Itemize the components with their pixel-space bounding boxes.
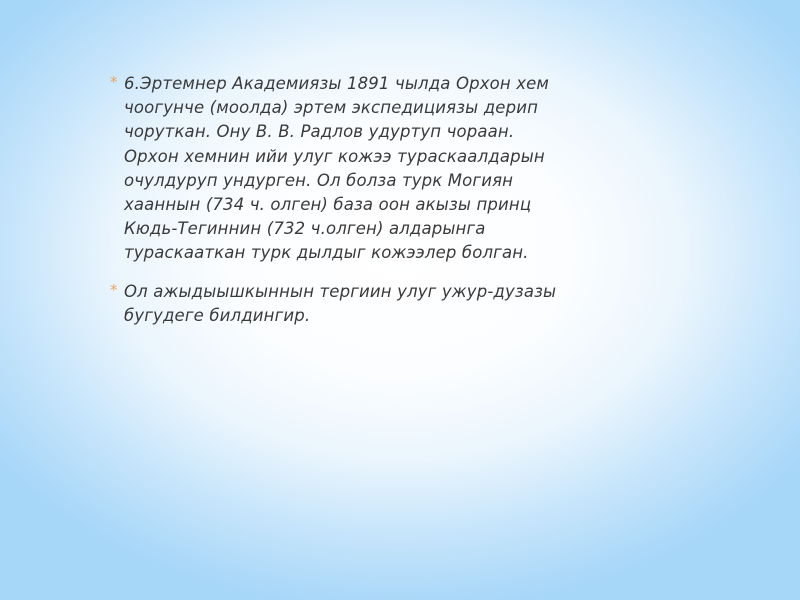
text-line: чоруткан. Ону В. В. Радлов удуртуп чораан.: [124, 122, 515, 142]
text-line: бугудеге билдингир.: [124, 305, 311, 325]
text-line: Ол ажыдыышкыннын тергиин улуг ужур-дузазы: [124, 281, 557, 301]
text-line: тураскааткан турк дылдыг кожээлер болган.: [124, 243, 529, 263]
text-line: чоогунче (моолда) эртем экспедициязы дерип: [124, 98, 539, 118]
bullet-marker-icon: *: [110, 280, 118, 299]
bullet-item: [110, 280, 650, 328]
text-line: Кюдь-Тегиннин (732 ч.олген) алдарынга: [124, 219, 486, 239]
bullet-list: [110, 72, 650, 342]
bullet-item: [110, 72, 650, 266]
text-line: хааннын (734 ч. олген) база оон акызы принц: [124, 195, 532, 215]
text-line: Орхон хемнин ийи улуг кожээ тураскаалдарын: [124, 146, 545, 166]
text-line: 6.Эртемнер Академиязы 1891 чылда Орхон хем: [124, 74, 550, 93]
bullet-marker-icon: *: [110, 73, 118, 91]
text-line: очулдуруп ундурген. Ол болза турк Могиян: [124, 170, 514, 190]
